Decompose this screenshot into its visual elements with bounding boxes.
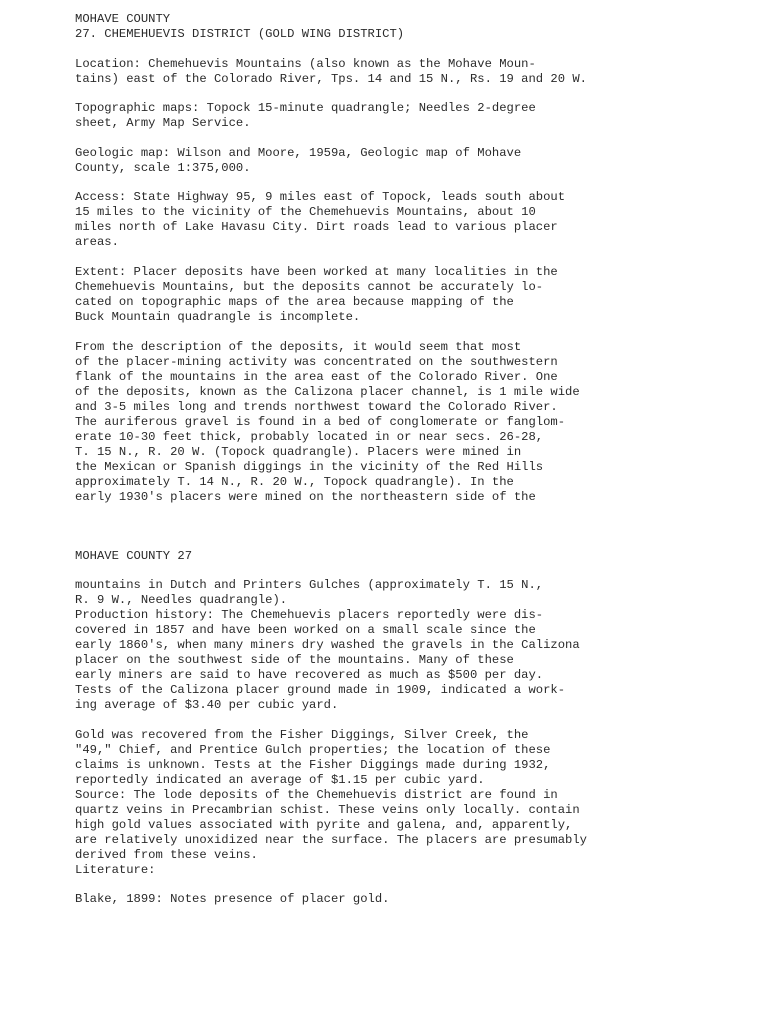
text-line: approximately T. 14 N., R. 20 W., Topock quadrangle). In the <box>75 474 514 489</box>
document-page <box>75 12 755 907</box>
text-line: early miners are said to have recovered as much as $500 per day. <box>75 668 544 683</box>
text-line: 15 miles to the vicinity of the Chemehuevis Mountains, about 10 <box>75 205 536 220</box>
text-line: Literature: <box>75 862 156 877</box>
text-line: placer on the southwest side of the mountains. Many of these <box>75 653 514 668</box>
text-line: and 3-5 miles long and trends northwest toward the Colorado River. <box>75 399 558 414</box>
text-line: Buck Mountain quadrangle is incomplete. <box>75 309 361 324</box>
page2-body <box>75 578 755 907</box>
text-line: Geologic map: Wilson and Moore, 1959a, Geologic map of Mohave <box>75 145 522 160</box>
text-line: Access: State Highway 95, 9 miles east of Topock, leads south about <box>75 190 566 205</box>
paragraph <box>75 265 755 325</box>
paragraph <box>75 340 755 505</box>
text-line: areas. <box>75 235 119 250</box>
paragraph <box>75 190 755 250</box>
text-line: of the placer-mining activity was concentrated on the southwestern <box>75 354 558 369</box>
text-line: R. 9 W., Needles quadrangle). <box>75 593 288 608</box>
paragraph <box>75 578 755 713</box>
text-line: claims is unknown. Tests at the Fisher Diggings made during 1932, <box>75 757 551 772</box>
text-line: Location: Chemehuevis Mountains (also known as the Mohave Moun- <box>75 56 536 71</box>
text-line: quartz veins in Precambrian schist. These veins only locally. contain <box>75 802 580 817</box>
text-line: of the deposits, known as the Calizona placer channel, is 1 mile wide <box>75 384 580 399</box>
text-line: sheet, Army Map Service. <box>75 116 251 131</box>
page1-body <box>75 57 755 505</box>
text-line: the Mexican or Spanish diggings in the vicinity of the Red Hills <box>75 459 544 474</box>
text-line: tains) east of the Colorado River, Tps. 14 and 15 N., Rs. 19 and 20 W. <box>75 71 587 86</box>
district-heading: 27. CHEMEHUEVIS DISTRICT (GOLD WING DISTRICT) <box>75 27 405 41</box>
text-line: derived from these veins. <box>75 847 258 862</box>
text-line: cated on topographic maps of the area because mapping of the <box>75 294 514 309</box>
text-line: Blake, 1899: Notes presence of placer gold. <box>75 892 390 907</box>
header-block <box>75 12 755 42</box>
text-line: covered in 1857 and have been worked on a small scale since the <box>75 623 536 638</box>
text-line: reportedly indicated an average of $1.15 per cubic yard. <box>75 772 485 787</box>
text-line: early 1930's placers were mined on the northeastern side of the <box>75 489 536 504</box>
text-line: Extent: Placer deposits have been worked at many localities in the <box>75 264 558 279</box>
text-line: Tests of the Calizona placer ground made in 1909, indicated a work- <box>75 683 566 698</box>
text-line: ing average of $3.40 per cubic yard. <box>75 698 339 713</box>
paragraph <box>75 892 755 907</box>
text-line: The auriferous gravel is found in a bed of conglomerate or fanglom- <box>75 414 566 429</box>
text-line: Gold was recovered from the Fisher Diggings, Silver Creek, the <box>75 727 529 742</box>
text-line: From the description of the deposits, it would seem that most <box>75 339 522 354</box>
text-line: are relatively unoxidized near the surface. The placers are presumably <box>75 832 587 847</box>
text-line: early 1860's, when many miners dry washed the gravels in the Calizona <box>75 638 580 653</box>
paragraph <box>75 146 755 176</box>
text-line: T. 15 N., R. 20 W. (Topock quadrangle). Placers were mined in <box>75 444 522 459</box>
text-line: flank of the mountains in the area east of the Colorado River. One <box>75 369 558 384</box>
text-line: high gold values associated with pyrite and galena, and, apparently, <box>75 817 573 832</box>
page2-heading: MOHAVE COUNTY 27 <box>75 548 193 563</box>
text-line: Chemehuevis Mountains, but the deposits cannot be accurately lo- <box>75 279 544 294</box>
text-line: County, scale 1:375,000. <box>75 160 251 175</box>
text-line: Production history: The Chemehuevis placers reportedly were dis- <box>75 608 544 623</box>
text-line: erate 10-30 feet thick, probably located in or near secs. 26-28, <box>75 429 544 444</box>
paragraph <box>75 101 755 131</box>
text-line: mountains in Dutch and Printers Gulches (approximately T. 15 N., <box>75 578 544 593</box>
text-line: Topographic maps: Topock 15-minute quadrangle; Needles 2-degree <box>75 101 536 116</box>
text-line: miles north of Lake Havasu City. Dirt roads lead to various placer <box>75 220 558 235</box>
paragraph <box>75 728 755 878</box>
text-line: "49," Chief, and Prentice Gulch properties; the location of these <box>75 742 551 757</box>
paragraph <box>75 57 755 87</box>
county-heading: MOHAVE COUNTY <box>75 12 171 26</box>
text-line: Source: The lode deposits of the Chemehuevis district are found in <box>75 787 558 802</box>
